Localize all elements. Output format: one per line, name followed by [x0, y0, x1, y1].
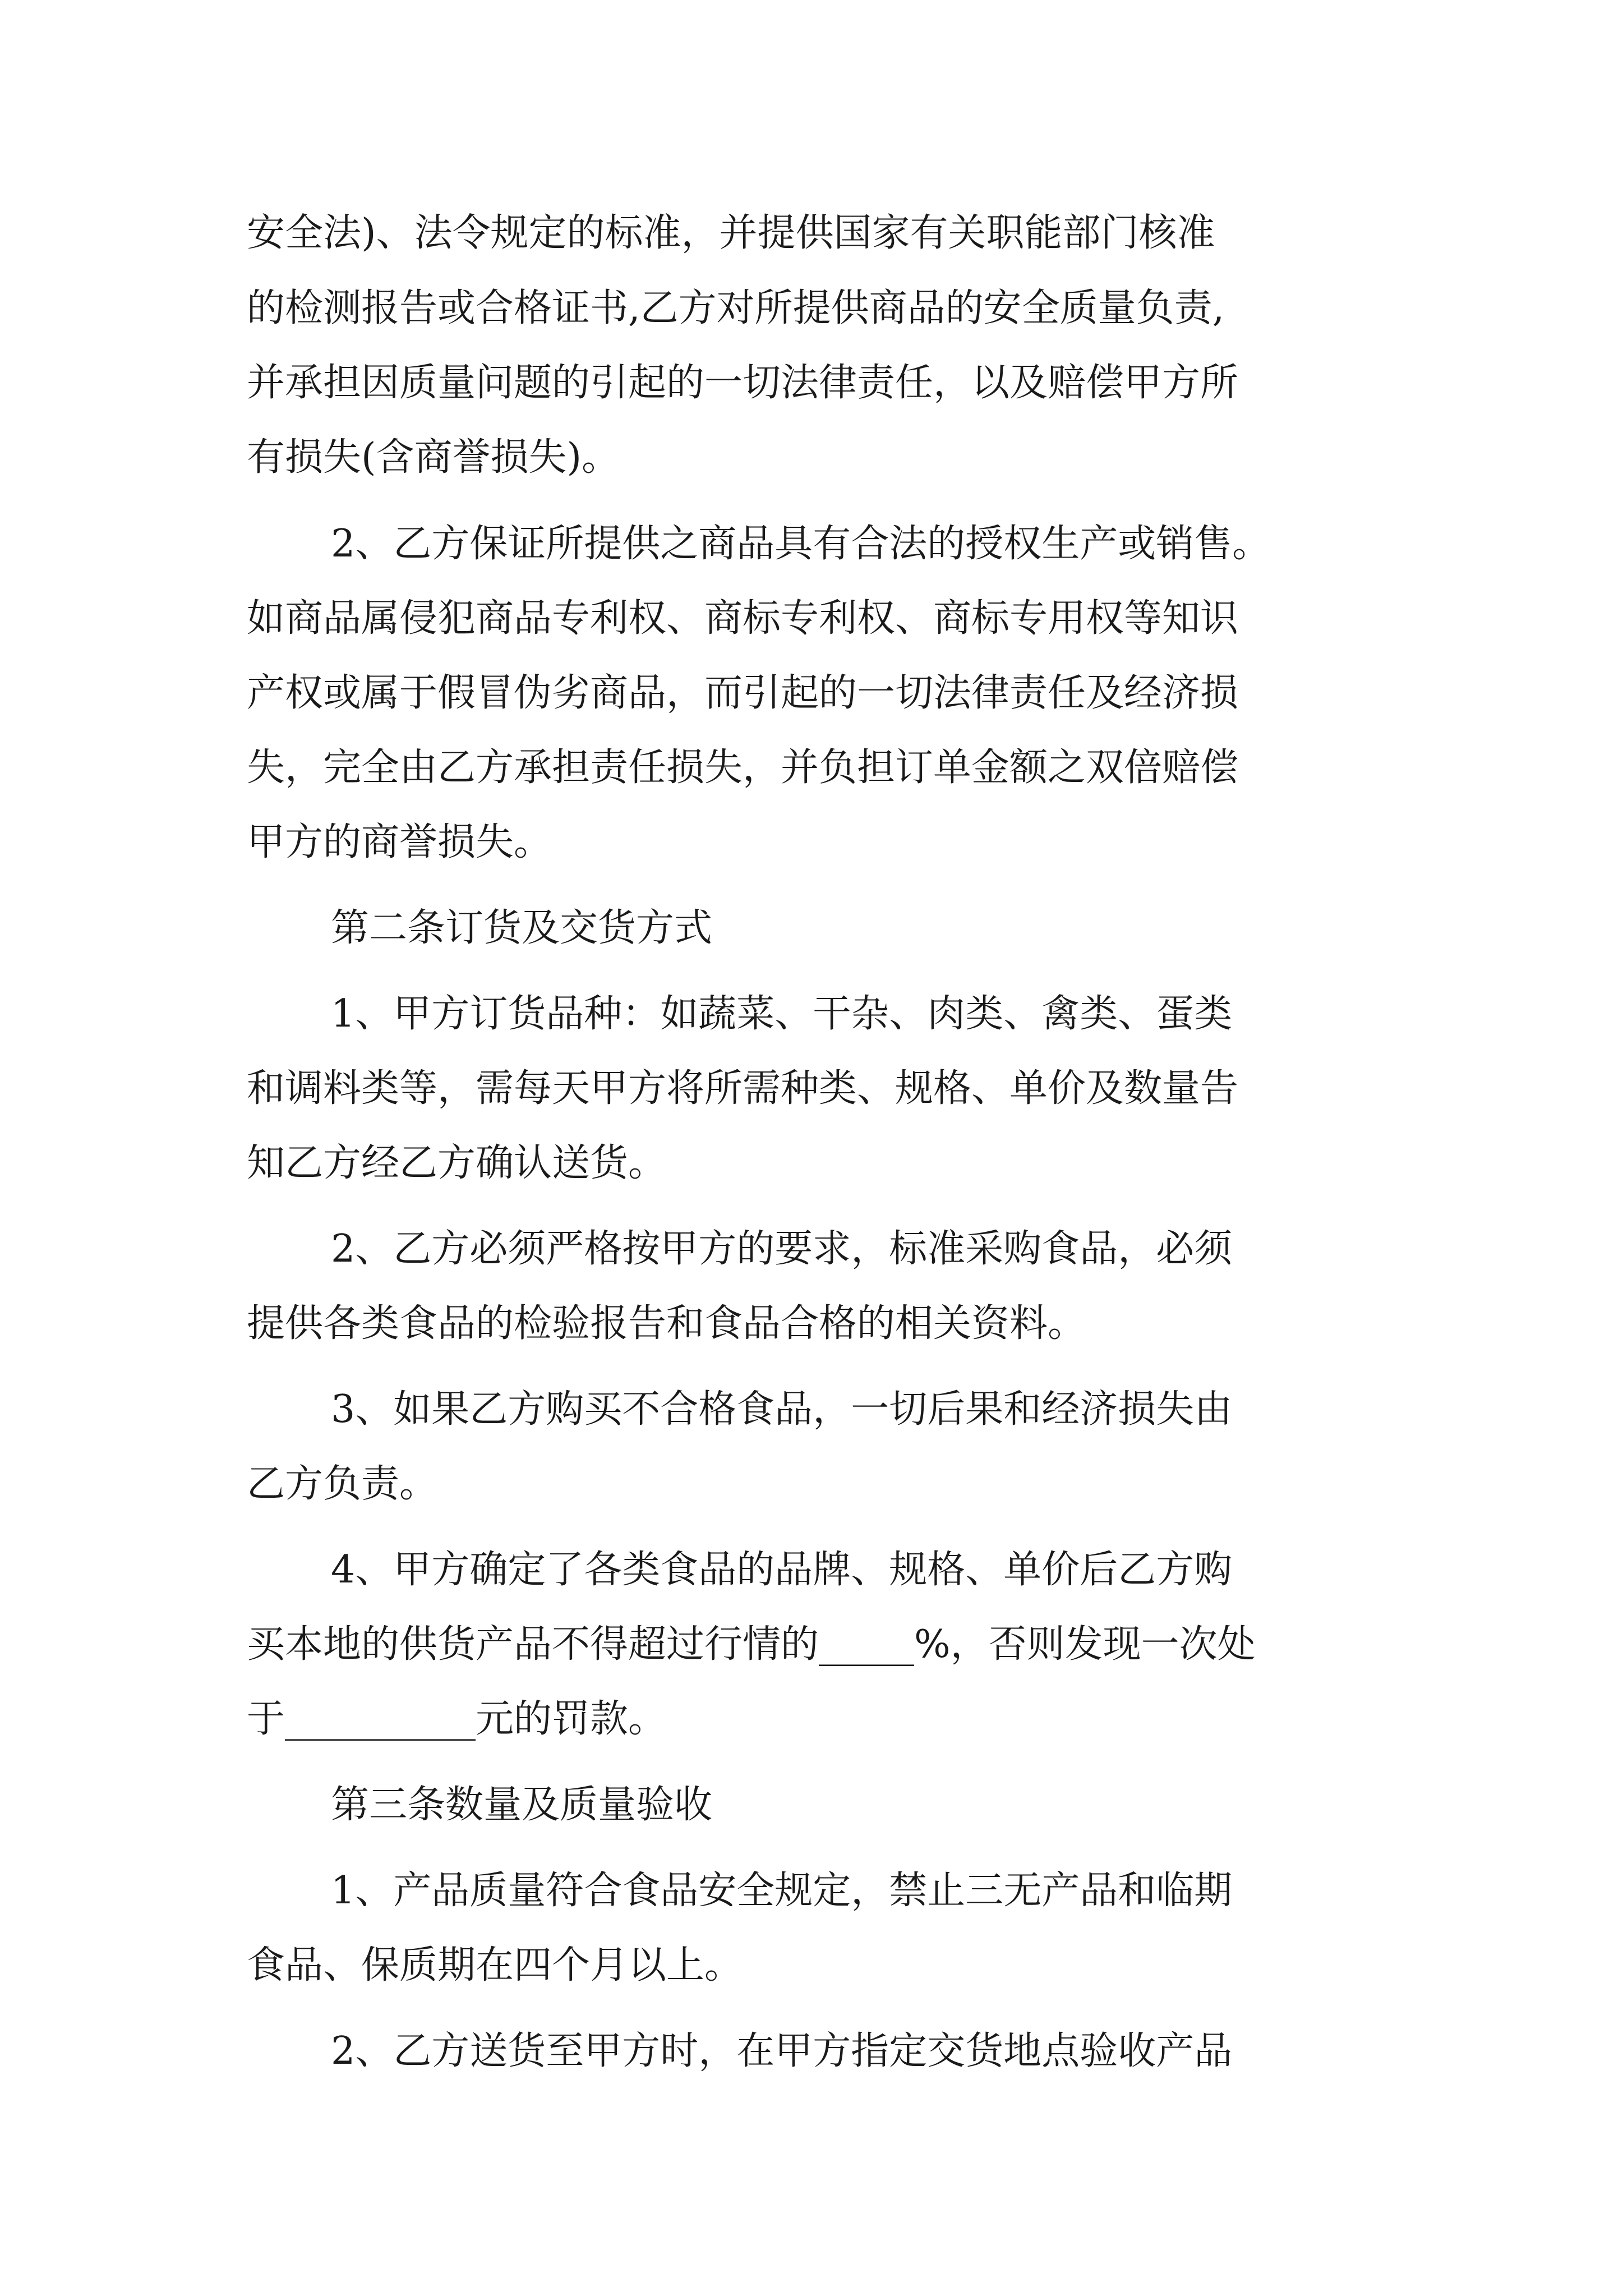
- text-line: 3、如果乙方购买不合格食品，一切后果和经济损失由: [331, 1387, 1233, 1432]
- text-line: 2、乙方送货至甲方时，在甲方指定交货地点验收产品: [331, 2029, 1233, 2073]
- text-line: 甲方的商誉损失。: [247, 820, 552, 864]
- text-line: 知乙方经乙方确认送货。: [247, 1141, 667, 1185]
- text-line: 安全法)、法令规定的标准，并提供国家有关职能部门核准: [247, 211, 1215, 255]
- text-line: 4、甲方确定了各类食品的品牌、规格、单价后乙方购: [331, 1548, 1233, 1592]
- text-line: 如商品属侵犯商品专利权、商标专利权、商标专用权等知识: [247, 596, 1239, 641]
- text-line: 和调料类等，需每天甲方将所需种类、规格、单价及数量告: [247, 1066, 1239, 1111]
- text-line: 于__________元的罚款。: [247, 1697, 667, 1741]
- text-line: 买本地的供货产品不得超过行情的_____%，否则发现一次处: [247, 1622, 1256, 1667]
- text-line: 提供各类食品的检验报告和食品合格的相关资料。: [247, 1301, 1086, 1346]
- section-heading: 第二条订货及交货方式: [331, 906, 713, 950]
- text-line: 失，完全由乙方承担责任损失，并负担订单金额之双倍赔偿: [247, 746, 1239, 790]
- text-line: 产权或属于假冒伪劣商品，而引起的一切法律责任及经济损: [247, 671, 1239, 715]
- text-line: 2、乙方保证所提供之商品具有合法的授权生产或销售。: [331, 522, 1271, 566]
- text-line: 食品、保质期在四个月以上。: [247, 1943, 743, 1987]
- text-line: 1、甲方订货品种：如蔬菜、干杂、肉类、禽类、蛋类: [331, 992, 1233, 1036]
- text-line: 的检测报告或合格证书,乙方对所提供商品的安全质量负责,: [247, 286, 1225, 330]
- text-line: 有损失(含商誉损失)。: [247, 435, 620, 480]
- text-line: 并承担因质量问题的引起的一切法律责任，以及赔偿甲方所: [247, 361, 1239, 405]
- text-line: 2、乙方必须严格按甲方的要求，标准采购食品，必须: [331, 1227, 1233, 1271]
- text-line: 乙方负责。: [247, 1462, 438, 1506]
- section-heading: 第三条数量及质量验收: [331, 1783, 713, 1827]
- text-line: 1、产品质量符合食品安全规定，禁止三无产品和临期: [331, 1869, 1233, 1913]
